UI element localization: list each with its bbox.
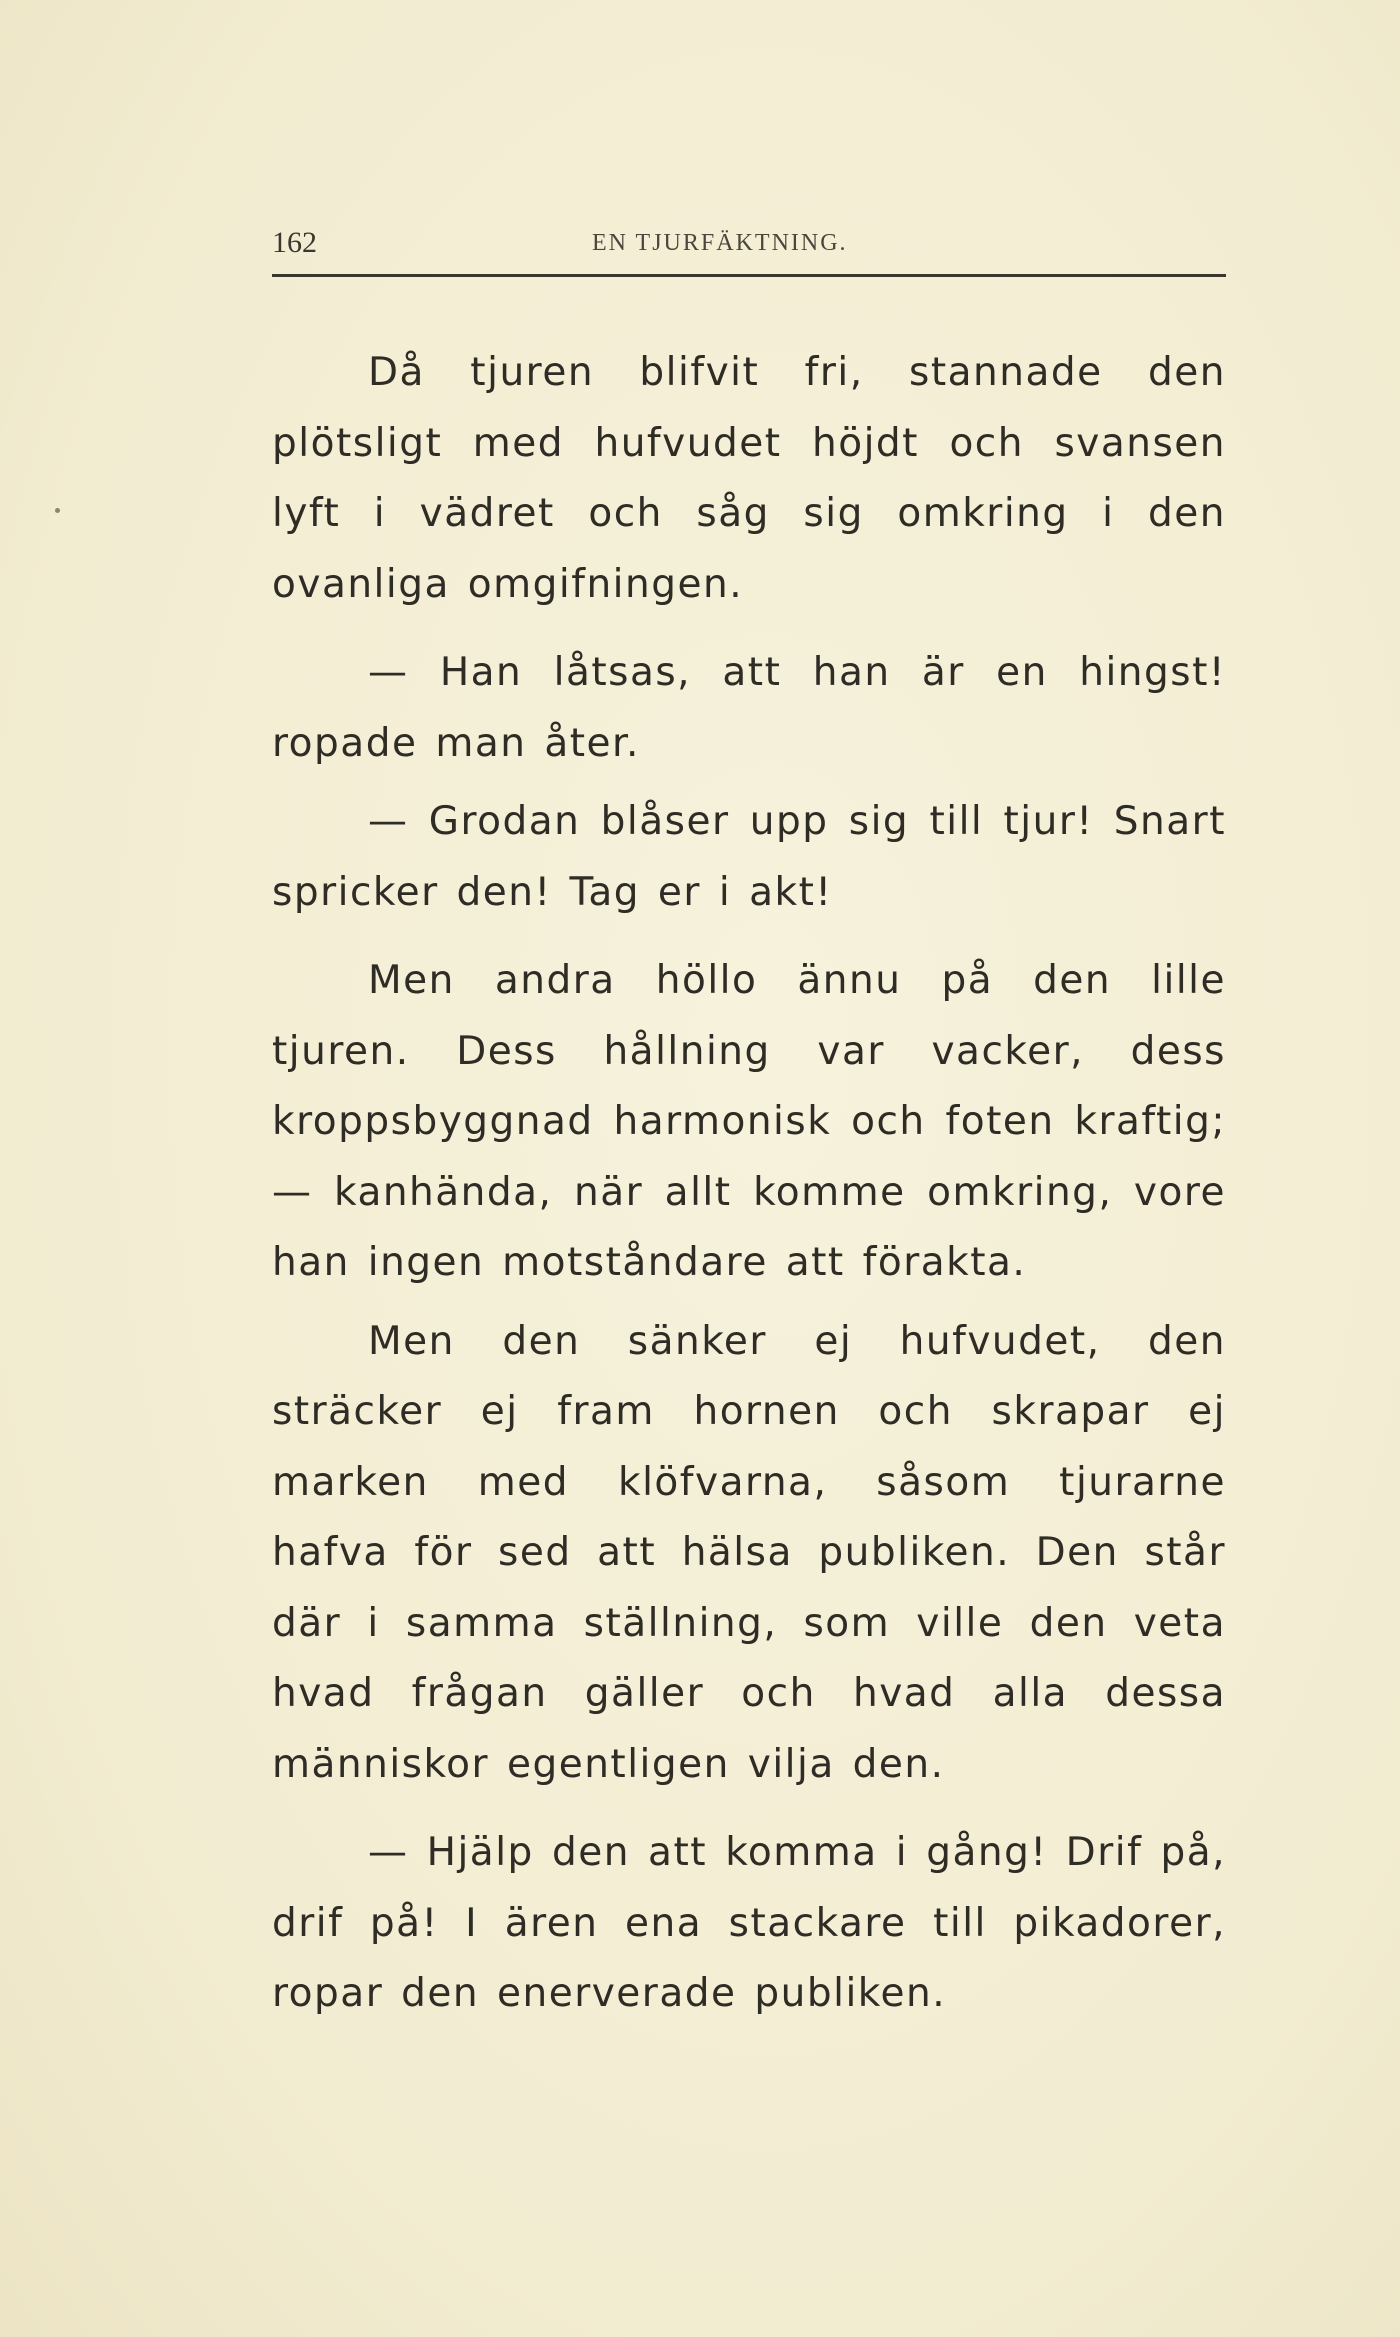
page-header bbox=[272, 222, 1226, 282]
paragraph-2: — Han låtsas, att han är en hingst! ropade man åter. bbox=[272, 650, 1226, 766]
paragraph-6: — Hjälp den att komma i gång! Drif på, drif på! I ären ena stackare till pikadorer, ropar den enerverade publiken. bbox=[272, 1830, 1226, 2016]
header-rule bbox=[272, 274, 1226, 277]
paragraph-1: Då tjuren blifvit fri, stannade den plötsligt med hufvudet höjdt och svansen lyft i vädret och såg sig omkring i den ovanliga omgifningen. bbox=[272, 350, 1226, 607]
page-number: 162 bbox=[272, 226, 317, 259]
page-speck bbox=[55, 508, 60, 513]
paragraph-4: Men andra höllo ännu på den lille tjuren. Dess hållning var vacker, dess kroppsbyggnad harmonisk och foten kraftig; — kanhända, när allt komme omkring, vore han ingen motståndare att förakta. bbox=[272, 958, 1226, 1285]
body-text bbox=[272, 338, 1226, 2048]
paragraph-3: — Grodan blåser upp sig till tjur! Snart spricker den! Tag er i akt! bbox=[272, 799, 1226, 915]
running-head: EN TJURFÄKTNING. bbox=[592, 230, 848, 256]
paragraph-5: Men den sänker ej hufvudet, den sträcker ej fram hornen och skrapar ej marken med klöfvarna, såsom tjurarne hafva för sed att hälsa publiken. Den står där i samma ställning, som ville den veta hvad frågan gäller och hvad alla dessa människor egentligen vilja den. bbox=[272, 1318, 1226, 1787]
